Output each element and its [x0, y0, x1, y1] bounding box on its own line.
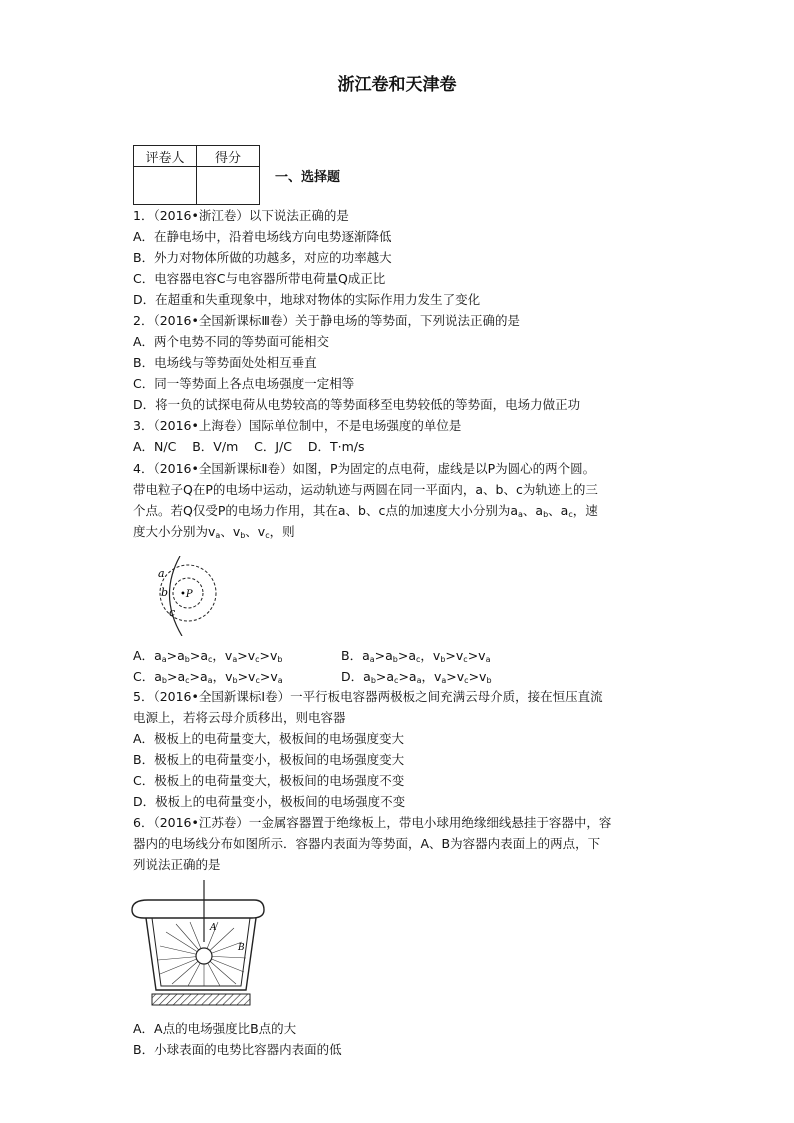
score-table [133, 145, 260, 205]
q6-option-a: A．A点的电场强度比B点的大 [133, 1021, 297, 1036]
q4-line3-tail: ，速 [572, 503, 598, 518]
q4-option-b: B．$a_a>a_b>a_c$，$v_b>v_c>v_a$ [341, 648, 491, 664]
q1-stem: 1．（2016•浙江卷）以下说法正确的是 [133, 208, 349, 223]
score-table-cell-score[interactable] [197, 167, 260, 205]
q5-stem-line1: 5．（2016•全国新课标Ⅰ卷）一平行板电容器两极板之间充满云母介质，接在恒压直流 [133, 689, 603, 704]
q6-label-a: A [210, 923, 217, 933]
q5-option-a: A．极板上的电荷量变大，极板间的电场强度变大 [133, 731, 405, 746]
q4-label-p: •P [180, 589, 193, 600]
q4-line4-tail: ，则 [269, 524, 295, 539]
q6-stem-line3: 列说法正确的是 [133, 857, 221, 872]
q4-label-a: a [158, 567, 165, 580]
q3-stem: 3．（2016•上海卷）国际单位制中，不是电场强度的单位是 [133, 418, 462, 433]
q6-figure [128, 880, 268, 1010]
q5-option-b: B．极板上的电荷量变小，极板间的电场强度变大 [133, 752, 405, 767]
section-title: 一、选择题 [275, 170, 341, 185]
q2-option-a: A．两个电势不同的等势面可能相交 [133, 334, 330, 349]
q4-option-a: A．$a_a>a_b>a_c$，$v_a>v_c>v_b$ [133, 648, 283, 664]
q3-options: A．N/C B．V/m C．J/C D．T·m/s [133, 439, 365, 454]
page-title: 浙江卷和天津卷 [337, 75, 457, 95]
q1-option-d: D．在超重和失重现象中，地球对物体的实际作用力发生了变化 [133, 292, 481, 307]
q2-option-d: D．将一负的试探电荷从电势较高的等势面移至电势较低的等势面，电场力做正功 [133, 397, 581, 412]
q6-option-b: B．小球表面的电势比容器内表面的低 [133, 1042, 342, 1057]
q6-charged-ball [196, 948, 212, 964]
q4-line4-text: 度大小分别为v [133, 524, 216, 539]
q4-option-d: D．$a_b>a_c>a_a$，$v_a>v_c>v_b$ [341, 669, 492, 685]
q5-option-d: D．极板上的电荷量变小，极板间的电场强度不变 [133, 794, 406, 809]
q4-line1: 4．（2016•全国新课标Ⅱ卷）如图，P为固定的点电荷，虚线是以P为圆心的两个圆。 [133, 461, 596, 476]
q2-option-c: C．同一等势面上各点电场强度一定相等 [133, 376, 355, 391]
q4-line4: 度大小分别为$v_a$、$v_b$、$v_c$，则 [133, 524, 295, 540]
q4-line2: 带电粒子Q在P的电场中运动，运动轨迹与两圆在同一平面内，a、b、c为轨迹上的三 [133, 482, 598, 497]
q5-option-c: C．极板上的电荷量变大，极板间的电场强度不变 [133, 773, 405, 788]
q1-option-b: B．外力对物体所做的功越多，对应的功率越大 [133, 250, 392, 265]
q4-line3-text: 个点。若Q仅受P的电场力作用，其在a、b、c点的加速度大小分别为a [133, 503, 519, 518]
q2-option-b: B．电场线与等势面处处相互垂直 [133, 355, 317, 370]
q1-option-a: A．在静电场中，沿着电场线方向电势逐渐降低 [133, 229, 392, 244]
q2-stem: 2．（2016•全国新课标Ⅲ卷）关于静电场的等势面，下列说法正确的是 [133, 313, 521, 328]
q6-stem-line1: 6．（2016•江苏卷）一金属容器置于绝缘板上，带电小球用绝缘细线悬挂于容器中，容 [133, 815, 612, 830]
score-table-header-score: 得分 [197, 146, 260, 167]
score-table-cell-grader[interactable] [134, 167, 197, 205]
q4-option-c: C．$a_b>a_c>a_a$，$v_b>v_c>v_a$ [133, 669, 283, 685]
q6-stem-line2: 器内的电场线分布如图所示．容器内表面为等势面，A、B为容器内表面上的两点，下 [133, 836, 601, 851]
q6-label-b: B [238, 943, 245, 953]
q1-option-c: C．电容器电容C与电容器所带电荷量Q成正比 [133, 271, 386, 286]
q6-container-rim [132, 900, 264, 918]
q4-label-c: c [169, 606, 176, 619]
q5-stem-line2: 电源上，若将云母介质移出，则电容器 [133, 710, 346, 725]
q6-insulating-board [152, 994, 250, 1005]
q4-label-b: b [161, 586, 169, 599]
score-table-header-grader: 评卷人 [134, 146, 197, 167]
q4-line3: 个点。若Q仅受P的电场力作用，其在a、b、c点的加速度大小分别为$a_a$、$a_b$、$a_c$，速 [133, 503, 598, 519]
q4-figure [140, 556, 220, 636]
